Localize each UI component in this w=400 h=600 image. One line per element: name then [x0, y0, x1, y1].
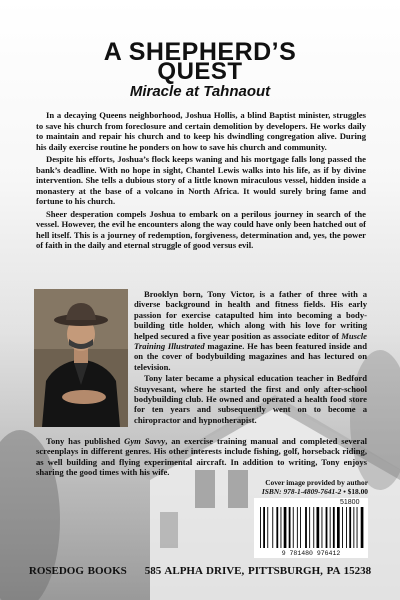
barcode-bar	[322, 507, 323, 548]
barcode-bar	[353, 507, 354, 548]
barcode-bar	[361, 507, 364, 548]
book-title: Gym Savvy	[124, 436, 166, 446]
barcode-bar	[349, 507, 351, 548]
subtitle: Miracle at Tahnaout	[129, 83, 271, 100]
isbn: ISBN: 978-1-4809-7641-2	[261, 487, 342, 496]
cover-image-credit: Cover image provided by author	[265, 478, 368, 487]
barcode-bar	[276, 507, 278, 548]
publisher-address: 585 ALPHA DRIVE, PITTSBURGH, PA 15238	[144, 565, 372, 577]
title-line-1: A SHEPHERD’S	[103, 38, 297, 66]
publisher-name: ROSEDOG BOOKS	[28, 565, 127, 577]
synopsis-paragraph-1: In a decaying Queens neighborhood, Joshua Hollis, a blind Baptist minister, struggles to save his church from foreclosure and certain demolition by developers. He works daily to maintain and repair his church and to keep his dwindling congregation alive. During his daily exercise routine he ponders on how to save his church and community.	[36, 110, 366, 152]
publisher-footer	[0, 565, 400, 577]
barcode-bar	[281, 507, 282, 548]
title-line-2: QUEST	[157, 58, 243, 85]
barcode-bar	[289, 507, 291, 548]
barcode-bar	[330, 507, 331, 548]
barcode-number: 9 781480 976412	[281, 550, 341, 557]
barcode-bar	[309, 507, 310, 548]
barcode-bar	[346, 507, 347, 548]
cover-credit-block	[256, 478, 368, 496]
barcode-bar	[326, 507, 328, 548]
author-bio	[134, 289, 367, 426]
synopsis-paragraph-2: Despite his efforts, Joshua’s flock keeps waning and his mortgage falls long passed the bank’s deadline. With no hope in sight, Chantel Lewis walks into his life, as if by divine intervention. She tells a dubious story of a little known miraculous vessel, hidden inside a monastery at the base of a volcano in North Africa. It would surely bring fame and fortune to his church.	[36, 154, 366, 206]
barcode-bar	[333, 507, 335, 548]
bio-paragraph-1: Brooklyn born, Tony Victor, is a father of three with a diverse background in health and fitness fields. His early passion for exercise catapulted him into becoming a body-building title holder, which along with his love for writing helped secured a five year position as associate editor of Muscle Training Illustrated magazine. He has been featured inside and on the cover of bodybuilding magazines and has lectured on television.	[134, 289, 367, 372]
barcode-bar	[293, 507, 294, 548]
isbn-barcode	[254, 498, 368, 558]
barcode-bar	[357, 507, 358, 548]
barcode-bar	[342, 507, 343, 548]
author-photo	[34, 289, 128, 427]
barcode-bar	[267, 507, 268, 548]
barcode-price-code: 51800	[340, 499, 360, 506]
barcode-bar	[300, 507, 301, 548]
barcode-bar	[297, 507, 298, 548]
barcode-bar	[284, 507, 287, 548]
barcode-bar	[317, 507, 320, 548]
barcode-bar	[305, 507, 307, 548]
bio-paragraph-3: Tony has published Gym Savvy, an exercise training manual and completed several screenplays in different genres. His other interests include fishing, golf, horseback riding, as well building and flying experimental aircraft. In addition to writing, Tony enjoys sharing the good times with his wife.	[36, 436, 368, 478]
barcode-bar	[263, 507, 265, 548]
synopsis-paragraph-3: Sheer desperation compels Joshua to embark on a perilous journey in search of the vessel. However, the evil he encounters along the way could have only been hatched out of hell itself. This is a journey of redemption, forgiveness, determination and, yes, the power of faith in the daily and eternal struggle of good versus evil.	[36, 208, 366, 250]
barcode-bar	[313, 507, 314, 548]
synopsis	[36, 110, 366, 253]
price: • $18.00	[343, 487, 368, 496]
magazine-title: Muscle Training Illustrated	[134, 330, 367, 352]
barcode-bar	[260, 507, 261, 548]
bio-paragraph-2: Tony later became a physical education teacher in Bedford Stuyvesant, where he started the first and only after-school bodybuilding club. He owned and operated a health food store for ten years and subsequently went on to become a chiropractor and hypnotherapist.	[134, 373, 367, 425]
barcode-bar	[272, 507, 273, 548]
barcode-bar	[337, 507, 340, 548]
